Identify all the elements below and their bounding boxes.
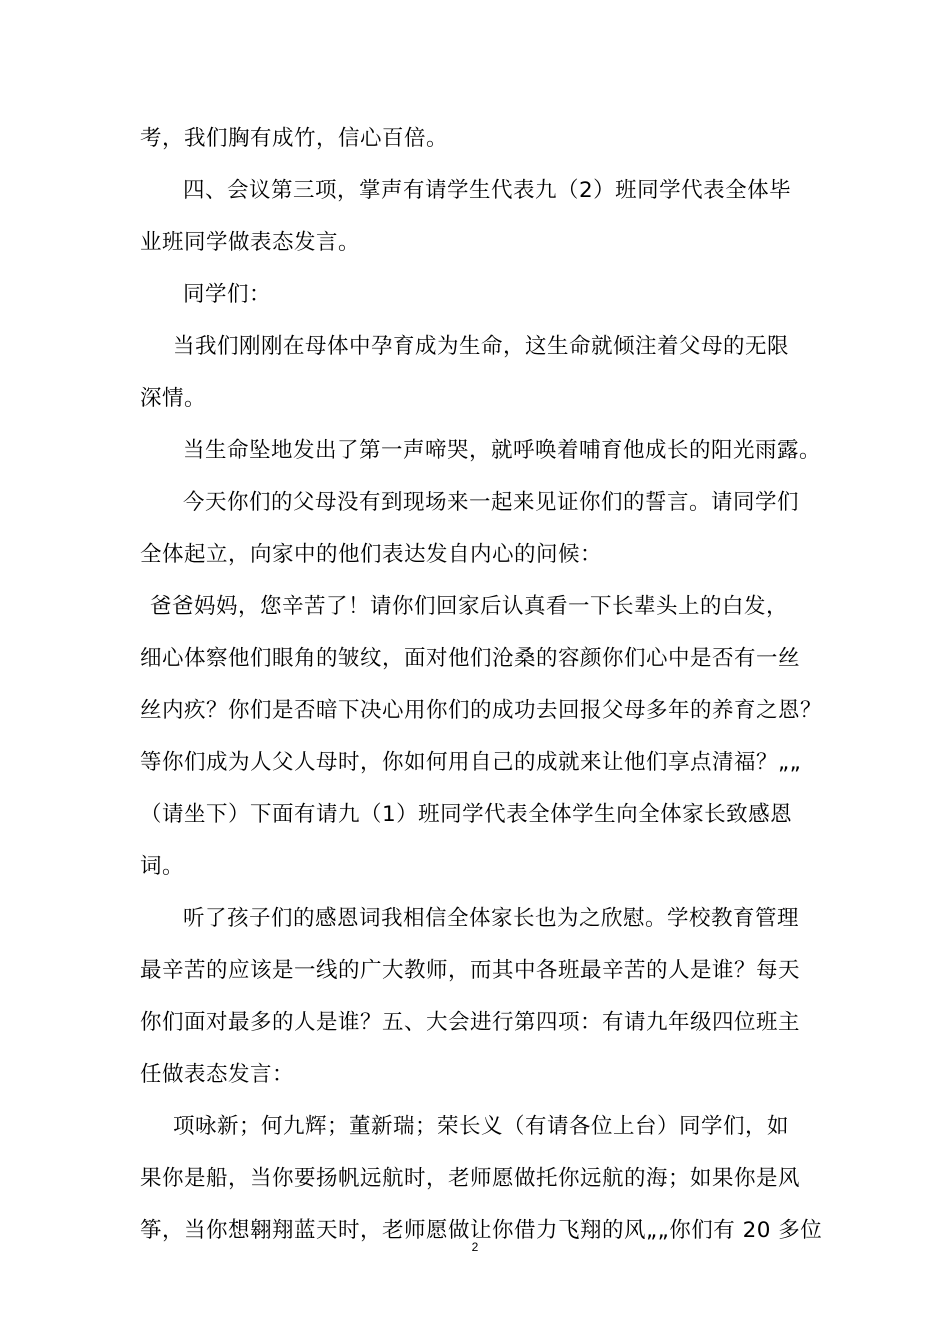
text-line: 当生命坠地发出了第一声啼哭，就呼唤着哺育他成长的阳光雨露。 <box>183 438 822 463</box>
text-line: 等你们成为人父人母时，你如何用自己的成就来让他们享点清福？„„ <box>140 750 802 775</box>
text-line: 同学们： <box>183 282 272 307</box>
text-line: 今天你们的父母没有到现场来一起来见证你们的誓言。请同学们 <box>183 490 800 515</box>
text-line: 全体起立，向家中的他们表达发自内心的问候： <box>140 542 603 567</box>
text-line: 爸爸妈妈，您辛苦了！请你们回家后认真看一下长辈头上的白发， <box>150 594 789 619</box>
text-line: 你们面对最多的人是谁？五、大会进行第四项：有请九年级四位班主 <box>140 1010 801 1035</box>
text-line: 听了孩子们的感恩词我相信全体家长也为之欣慰。学校教育管理 <box>183 906 800 931</box>
text-line: 果你是船，当你要扬帆远航时，老师愿做托你远航的海；如果你是风 <box>140 1166 801 1191</box>
text-line: 项咏新；何九辉；董新瑞；荣长义（有请各位上台）同学们，如 <box>173 1114 790 1139</box>
text-line: 任做表态发言： <box>140 1062 295 1087</box>
text-line: 词。 <box>140 854 185 879</box>
text-line: 当我们刚刚在母体中孕育成为生命，这生命就倾注着父母的无限 <box>173 334 790 359</box>
text-line: 丝内疚？你们是否暗下决心用你们的成功去回报父母多年的养育之恩？ <box>140 698 823 723</box>
page-number: 2 <box>471 1240 479 1254</box>
text-line: （请坐下）下面有请九（1）班同学代表全体学生向全体家长致感恩 <box>140 802 793 827</box>
text-line: 筝，当你想翱翔蓝天时，老师愿做让你借力飞翔的风„„你们有 20 多位 <box>140 1218 823 1243</box>
text-line: 最辛苦的应该是一线的广大教师，而其中各班最辛苦的人是谁？每天 <box>140 958 801 983</box>
text-line: 四、会议第三项，掌声有请学生代表九（2）班同学代表全体毕 <box>183 178 792 203</box>
text-line: 业班同学做表态发言。 <box>140 230 361 255</box>
text-line: 深情。 <box>140 386 207 411</box>
text-line: 考，我们胸有成竹，信心百倍。 <box>140 126 449 151</box>
text-line: 细心体察他们眼角的皱纹，面对他们沧桑的容颜你们心中是否有一丝 <box>140 646 801 671</box>
